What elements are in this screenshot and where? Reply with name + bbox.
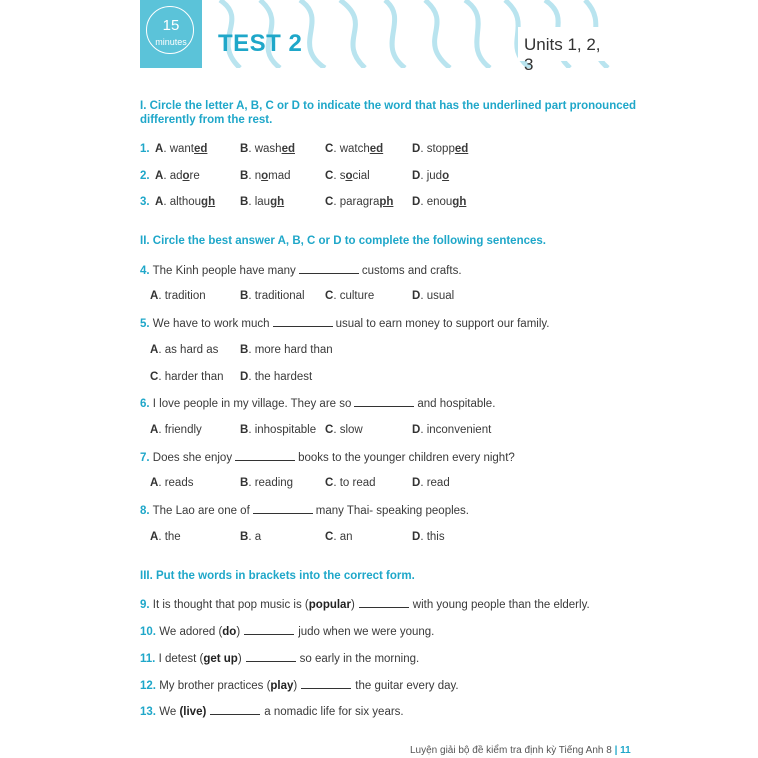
option-dot: . [158, 477, 165, 489]
question-row [140, 652, 419, 665]
option-letter: C [325, 290, 334, 302]
underlined-part: ed [281, 143, 295, 155]
option-letter: B [240, 344, 249, 356]
answer-option[interactable] [325, 531, 353, 543]
option-letter: C [325, 531, 334, 543]
stem-after: customs and crafts. [361, 265, 462, 277]
underlined-part: ed [369, 143, 384, 155]
stem-before: The Kinh people have many [152, 265, 296, 277]
stem-before: It is thought that pop music is ( [152, 599, 309, 611]
option-dot: . [420, 531, 427, 543]
option-text: jud [426, 170, 443, 182]
answer-option[interactable] [240, 170, 291, 182]
option-letter: B [240, 290, 249, 302]
question-number: 8. [140, 505, 150, 517]
question-row [140, 598, 590, 611]
answer-option[interactable] [150, 477, 193, 489]
answer-option[interactable] [150, 371, 224, 383]
stem-before: We adored ( [159, 626, 223, 638]
option-text: a [254, 531, 262, 543]
units-box [518, 27, 612, 74]
option-text-end: mad [268, 170, 291, 182]
option-text: the hardest [254, 371, 313, 383]
question-number: 7. [140, 452, 150, 464]
question-number-wrap [140, 170, 150, 182]
question-number: 5. [140, 318, 150, 330]
answer-blank[interactable] [210, 705, 260, 715]
underlined-part: o [442, 170, 450, 182]
option-letter: A [150, 477, 159, 489]
option-dot: . [158, 371, 165, 383]
question-row [140, 679, 459, 692]
section1-title-line1: I. Circle the letter A, B, C or D to indicate the word that has the underlined part pronounced [140, 100, 637, 112]
option-text: to read [339, 477, 376, 489]
option-dot: . [333, 196, 340, 208]
units-label: Units 1, 2, 3 [524, 35, 601, 74]
answer-option[interactable] [325, 477, 376, 489]
answer-option[interactable] [155, 196, 215, 208]
option-text: n [254, 170, 262, 182]
stem-before: We [159, 706, 180, 718]
section1-title-line2: differently from the rest. [140, 114, 273, 126]
question-number: 13. [140, 706, 156, 718]
timer-number: 15 [162, 17, 180, 34]
underlined-part: ed [194, 143, 208, 155]
answer-option[interactable] [240, 371, 312, 383]
option-text: althou [169, 196, 202, 208]
option-letter: D [240, 371, 249, 383]
answer-option[interactable] [240, 196, 284, 208]
option-text: culture [339, 290, 375, 302]
underlined-part: ed [454, 143, 469, 155]
option-dot: . [248, 371, 255, 383]
bracket-word: play [270, 680, 294, 692]
option-letter: A [155, 196, 164, 208]
option-dot: . [420, 290, 427, 302]
answer-blank[interactable] [244, 625, 294, 635]
option-letter: A [150, 344, 159, 356]
option-letter: D [412, 477, 421, 489]
answer-option[interactable] [412, 477, 450, 489]
answer-blank[interactable] [359, 598, 409, 608]
option-dot: . [163, 170, 170, 182]
close-bracket: ) [350, 599, 355, 611]
option-text: as hard as [164, 344, 219, 356]
question-number: 1. [140, 143, 150, 155]
stem-before: My brother practices ( [159, 680, 271, 692]
option-dot: . [333, 290, 340, 302]
option-text: watch [339, 143, 370, 155]
option-text: slow [339, 424, 363, 436]
answer-blank[interactable] [253, 504, 313, 514]
answer-blank[interactable] [246, 652, 296, 662]
option-dot: . [420, 170, 427, 182]
option-letter: C [325, 170, 334, 182]
answer-option[interactable] [325, 170, 370, 182]
option-text: traditional [254, 290, 305, 302]
option-dot: . [163, 143, 170, 155]
clock-icon [146, 6, 194, 54]
option-letter: B [240, 170, 249, 182]
stem-before: The Lao are one of [152, 505, 250, 517]
answer-option[interactable] [155, 143, 207, 155]
bracket-word: (live) [179, 706, 207, 718]
option-text-end: cial [352, 170, 370, 182]
option-text: want [169, 143, 194, 155]
timer-badge [140, 0, 202, 68]
footer-book-title: Luyện giải bộ đề kiểm tra định kỳ Tiếng Anh 8 [410, 745, 612, 756]
option-dot: . [420, 143, 427, 155]
stem-after: so early in the morning. [299, 653, 420, 665]
option-letter: B [240, 477, 249, 489]
option-letter: C [325, 196, 334, 208]
option-text: ad [169, 170, 183, 182]
option-letter: C [325, 143, 334, 155]
option-letter: C [325, 424, 334, 436]
stem-before: I love people in my village. They are so [152, 398, 352, 410]
stem-after: a nomadic life for six years. [264, 706, 404, 718]
answer-option[interactable] [150, 290, 206, 302]
stem-after: and hospitable. [417, 398, 496, 410]
stem-after: the guitar every day. [355, 680, 459, 692]
option-letter: B [240, 196, 249, 208]
option-text: the [164, 531, 181, 543]
option-letter: B [240, 424, 249, 436]
question-row [140, 705, 404, 718]
test-title: TEST 2 [218, 30, 303, 57]
answer-blank[interactable] [235, 451, 295, 461]
option-text: wash [254, 143, 282, 155]
option-letter: D [412, 170, 421, 182]
answer-option[interactable] [325, 143, 383, 155]
page-footer [410, 745, 631, 756]
question-row [140, 625, 434, 638]
question-stem [140, 264, 462, 277]
stem-after: judo when we were young. [298, 626, 435, 638]
answer-option[interactable] [240, 290, 305, 302]
answer-option[interactable] [325, 424, 363, 436]
bracket-word: do [222, 626, 237, 638]
option-letter: D [412, 143, 421, 155]
question-number: 12. [140, 680, 156, 692]
close-bracket: ) [236, 626, 241, 638]
option-dot: . [158, 531, 165, 543]
question-stem [140, 504, 469, 517]
underlined-part: o [345, 170, 353, 182]
option-text: tradition [164, 290, 206, 302]
option-text: inconvenient [426, 424, 492, 436]
answer-option[interactable] [150, 424, 202, 436]
option-text: usual [426, 290, 455, 302]
option-dot: . [248, 477, 255, 489]
option-letter: A [155, 170, 164, 182]
answer-option[interactable] [412, 196, 466, 208]
close-bracket: ) [237, 653, 242, 665]
option-letter: C [325, 477, 334, 489]
option-dot: . [333, 143, 340, 155]
timer-unit: minutes [155, 37, 187, 47]
option-text: this [426, 531, 445, 543]
answer-option[interactable] [412, 170, 449, 182]
answer-option[interactable] [240, 531, 261, 543]
option-dot: . [163, 196, 170, 208]
answer-blank[interactable] [301, 679, 351, 689]
option-dot: . [248, 424, 255, 436]
option-text: harder than [164, 371, 224, 383]
answer-option[interactable] [240, 344, 333, 356]
option-letter: C [150, 371, 159, 383]
option-text: reads [164, 477, 194, 489]
answer-option[interactable] [412, 531, 445, 543]
answer-option[interactable] [155, 170, 200, 182]
option-text: an [339, 531, 353, 543]
section2-title: II. Circle the best answer A, B, C or D to complete the following sentences. [140, 235, 546, 247]
stem-before: Does she enjoy [152, 452, 233, 464]
underlined-part: o [182, 170, 190, 182]
option-dot: . [420, 196, 427, 208]
option-dot: . [248, 143, 255, 155]
question-number-wrap [140, 143, 150, 155]
answer-option[interactable] [412, 424, 491, 436]
option-dot: . [158, 344, 165, 356]
option-letter: B [240, 531, 249, 543]
question-number: 9. [140, 599, 150, 611]
option-text: more hard than [254, 344, 333, 356]
bracket-word: popular [308, 599, 351, 611]
answer-option[interactable] [240, 477, 293, 489]
option-letter: D [412, 531, 421, 543]
question-number: 6. [140, 398, 150, 410]
option-letter: D [412, 290, 421, 302]
option-text: s [339, 170, 346, 182]
option-dot: . [333, 531, 340, 543]
option-text: friendly [164, 424, 202, 436]
stem-after: with young people than the elderly. [412, 599, 590, 611]
underlined-part: o [261, 170, 269, 182]
option-dot: . [333, 424, 340, 436]
option-dot: . [333, 477, 340, 489]
option-text: reading [254, 477, 294, 489]
answer-option[interactable] [150, 531, 181, 543]
answer-option[interactable] [240, 143, 295, 155]
option-text: lau [254, 196, 271, 208]
answer-option[interactable] [325, 290, 374, 302]
close-bracket: ) [293, 680, 298, 692]
option-text: paragra [339, 196, 380, 208]
option-letter: A [155, 143, 164, 155]
question-number-wrap [140, 196, 150, 208]
option-dot: . [248, 290, 255, 302]
option-letter: B [240, 143, 249, 155]
option-text: inhospitable [254, 424, 317, 436]
option-text: enou [426, 196, 453, 208]
option-dot: . [420, 477, 427, 489]
option-dot: . [158, 290, 165, 302]
option-dot: . [248, 170, 255, 182]
question-number: 11. [140, 653, 156, 665]
question-number: 2. [140, 170, 150, 182]
stem-after: many Thai- speaking peoples. [315, 505, 469, 517]
option-letter: A [150, 531, 159, 543]
answer-option[interactable] [412, 143, 468, 155]
stem-before: We have to work much [152, 318, 270, 330]
option-dot: . [158, 424, 165, 436]
question-stem [140, 397, 495, 410]
footer-page-number: 11 [620, 745, 631, 756]
question-stem [140, 317, 550, 330]
option-text: read [426, 477, 450, 489]
answer-blank[interactable] [273, 317, 333, 327]
footer-separator: | [614, 745, 618, 756]
answer-option[interactable] [150, 344, 218, 356]
answer-blank[interactable] [354, 397, 414, 407]
option-letter: D [412, 196, 421, 208]
underlined-part: ph [379, 196, 394, 208]
underlined-part: gh [452, 196, 467, 208]
option-dot: . [333, 170, 340, 182]
answer-option[interactable] [240, 424, 316, 436]
answer-blank[interactable] [299, 264, 359, 274]
option-dot: . [248, 531, 255, 543]
option-text: stopp [426, 143, 455, 155]
answer-option[interactable] [412, 290, 454, 302]
stem-after: books to the younger children every night? [298, 452, 515, 464]
underlined-part: gh [270, 196, 285, 208]
answer-option[interactable] [325, 196, 393, 208]
underlined-part: gh [201, 196, 216, 208]
question-number: 3. [140, 196, 150, 208]
option-letter: D [412, 424, 421, 436]
question-number: 10. [140, 626, 156, 638]
option-dot: . [420, 424, 427, 436]
stem-before: I detest ( [158, 653, 204, 665]
option-dot: . [248, 196, 255, 208]
option-letter: A [150, 290, 159, 302]
stem-after: usual to earn money to support our family. [335, 318, 550, 330]
option-text-end: re [189, 170, 200, 182]
option-dot: . [248, 344, 255, 356]
section3-title: III. Put the words in brackets into the correct form. [140, 570, 415, 582]
question-stem [140, 451, 515, 464]
question-number: 4. [140, 265, 150, 277]
option-letter: A [150, 424, 159, 436]
bracket-word: get up [203, 653, 238, 665]
